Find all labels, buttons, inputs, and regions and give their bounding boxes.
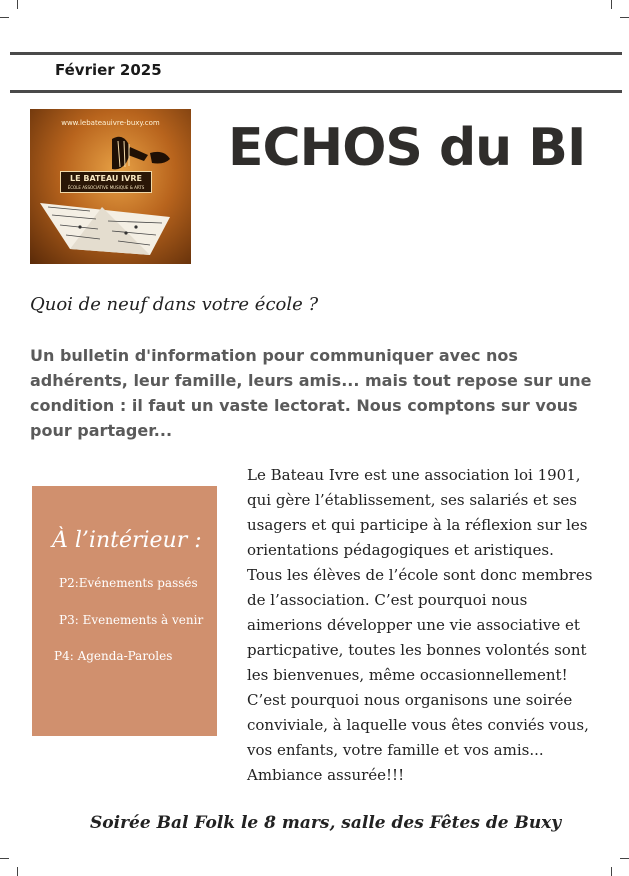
- sidebar-item-p2: P2:Evénements passés: [59, 576, 198, 590]
- body-line: conviviale, à laquelle vous êtes conviés vous,: [247, 716, 589, 734]
- crop-mark: [620, 17, 629, 18]
- crop-mark: [620, 858, 629, 859]
- school-logo-image: [30, 109, 191, 264]
- header-rule-bottom: [10, 90, 622, 93]
- intro-lead: Un bulletin d'information pour communiquer avec nos adhérents, leur famille, leurs amis... mais tout repose sur une condition : il faut un vaste lectorat. Nous comptons sur vous pour partager...: [30, 346, 592, 440]
- body-line: C’est pourquoi nous organisons une soirée: [247, 691, 573, 709]
- body-line: aimerions développer une vie associative et: [247, 616, 580, 634]
- crop-mark: [0, 17, 9, 18]
- body-line: les bienvenues, même occasionnellement!: [247, 666, 568, 684]
- crop-mark: [611, 0, 612, 9]
- header-rule-top: [10, 52, 622, 55]
- body-line: qui gère l’établissement, ses salariés et ses: [247, 491, 578, 509]
- body-line: usagers et qui participe à la réflexion sur les: [247, 516, 588, 534]
- logo-badge: LE BATEAU IVRE: [60, 171, 152, 193]
- body-line: vos enfants, votre famille et vos amis...: [247, 741, 544, 759]
- body-line: de l’association. C’est pourquoi nous: [247, 591, 528, 609]
- body-line: Ambiance assurée!!!: [247, 766, 405, 784]
- body-line: Tous les élèves de l’école sont donc membres: [247, 566, 593, 584]
- crop-mark: [17, 867, 18, 876]
- logo-subtitle: ÉCOLE ASSOCIATIVE MUSIQUE & ARTS: [67, 185, 145, 190]
- body-line: orientations pédagogiques et aristiques.: [247, 541, 554, 559]
- association-description: [247, 463, 593, 788]
- logo-url: www.lebateauivre-buxy.com: [61, 119, 160, 127]
- event-announcement: Soirée Bal Folk le 8 mars, salle des Fêtes de Buxy: [90, 813, 562, 833]
- crop-mark: [611, 867, 612, 876]
- issue-date: Février 2025: [55, 61, 162, 79]
- contents-sidebar: [32, 486, 217, 736]
- intro-question: Quoi de neuf dans votre école ?: [30, 294, 319, 315]
- sidebar-item-p3: P3: Evenements à venir: [59, 613, 204, 627]
- body-line: particpative, toutes les bonnes volontés sont: [247, 641, 587, 659]
- crop-mark: [0, 858, 9, 859]
- sidebar-item-p4: P4: Agenda-Paroles: [54, 649, 173, 663]
- masthead-title: ECHOS du BI: [228, 118, 586, 178]
- crop-mark: [17, 0, 18, 9]
- body-line: Le Bateau Ivre est une association loi 1901,: [247, 466, 581, 484]
- sidebar-title: À l’intérieur :: [52, 528, 202, 553]
